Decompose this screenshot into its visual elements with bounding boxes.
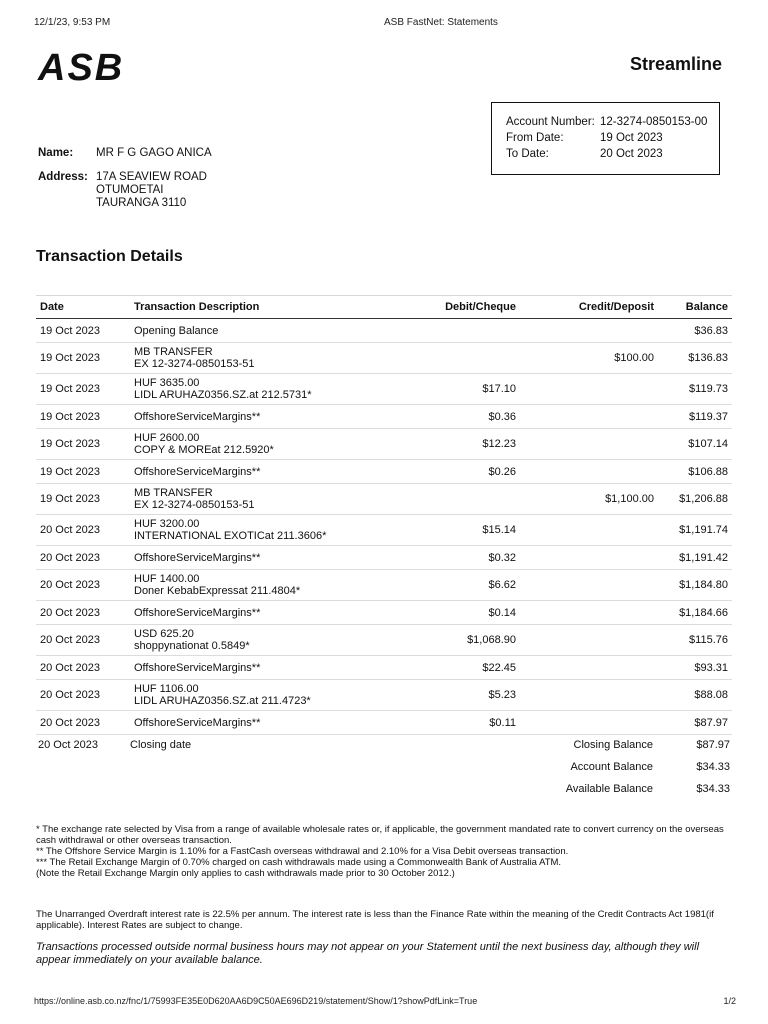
description-line: INTERNATIONAL EXOTICat 211.3606* (134, 530, 327, 542)
cell-balance: $119.73 (658, 374, 732, 405)
section-title: Transaction Details (36, 248, 183, 265)
note-line: *** The Retail Exchange Margin of 0.70% charged on cash withdrawals made using a Commonwealth Bank of Australia ATM. (36, 857, 562, 868)
name-label: Name: (38, 147, 74, 159)
cell-description (130, 625, 410, 656)
description-line: EX 12-3274-0850153-51 (134, 358, 255, 370)
description-line: HUF 3635.00 (134, 377, 200, 389)
business-hours-note: Transactions processed outside normal business hours may not appear on your Statement until the next business day, although they will appear immediately on your available balance. (36, 941, 700, 966)
cell-debit: $0.36 (410, 405, 520, 429)
description-line: OffshoreServiceMargins** (134, 551, 261, 564)
cell-date: 20 Oct 2023 (36, 656, 130, 680)
cell-credit (520, 601, 658, 625)
table-row (36, 343, 732, 374)
account-balance-value: $34.33 (696, 761, 730, 773)
note-line: ** The Offshore Service Margin is 1.10% for a FastCash overseas withdrawal and 2.10% for a Visa Debit overseas transaction. (36, 846, 569, 857)
cell-description (130, 570, 410, 601)
address-label: Address: (38, 171, 88, 183)
table-row (36, 625, 732, 656)
cell-balance: $36.83 (658, 319, 732, 343)
table-row (36, 429, 732, 460)
cell-date: 19 Oct 2023 (36, 319, 130, 343)
cell-date: 20 Oct 2023 (36, 515, 130, 546)
closing-date-label: Closing date (130, 739, 192, 751)
table-row (36, 405, 732, 429)
col-debit: Debit/Cheque (410, 296, 520, 319)
print-datetime: 12/1/23, 9:53 PM (34, 17, 111, 28)
cell-debit (410, 343, 520, 374)
table-row (36, 680, 732, 711)
table-row (36, 601, 732, 625)
cell-credit (520, 319, 658, 343)
cell-debit: $22.45 (410, 656, 520, 680)
from-date-label: From Date: (506, 132, 564, 144)
cell-credit (520, 429, 658, 460)
description-line: OffshoreServiceMargins** (134, 716, 261, 729)
table-row (36, 460, 732, 484)
cell-balance: $136.83 (658, 343, 732, 374)
col-credit: Credit/Deposit (520, 296, 658, 319)
closing-balance-label: Closing Balance (573, 739, 653, 751)
cell-description (130, 405, 410, 429)
available-balance-value: $34.33 (696, 783, 730, 795)
cell-description (130, 374, 410, 405)
account-number-value: 12-3274-0850153-00 (600, 116, 708, 128)
cell-credit (520, 374, 658, 405)
cell-credit (520, 515, 658, 546)
closing-balance-value: $87.97 (696, 739, 730, 751)
to-date-label: To Date: (506, 148, 549, 160)
col-balance: Balance (658, 296, 732, 319)
table-row (36, 656, 732, 680)
col-description: Transaction Description (130, 296, 410, 319)
customer-name: MR F G GAGO ANICA (96, 147, 212, 159)
address-line: TAURANGA 3110 (96, 197, 187, 209)
cell-balance: $1,191.42 (658, 546, 732, 570)
description-line: OffshoreServiceMargins** (134, 465, 261, 478)
cell-balance: $1,206.88 (658, 484, 732, 515)
from-date-value: 19 Oct 2023 (600, 132, 663, 144)
description-line: MB TRANSFER (134, 487, 213, 499)
description-line: shoppynationat 0.5849* (134, 640, 250, 652)
closing-date: 20 Oct 2023 (38, 739, 98, 751)
cell-description (130, 429, 410, 460)
cell-debit: $0.26 (410, 460, 520, 484)
address-line: OTUMOETAI (96, 184, 164, 196)
cell-balance: $1,191.74 (658, 515, 732, 546)
cell-description (130, 656, 410, 680)
cell-credit (520, 680, 658, 711)
description-line: OffshoreServiceMargins** (134, 606, 261, 619)
to-date-value: 20 Oct 2023 (600, 148, 663, 160)
available-balance-label: Available Balance (565, 783, 653, 795)
cell-date: 19 Oct 2023 (36, 374, 130, 405)
cell-balance: $1,184.80 (658, 570, 732, 601)
table-row (36, 570, 732, 601)
note-line: * The exchange rate selected by Visa from a range of available wholesale rates or, if applicable, the government mandated rate to convert currency on the overseas cash withdrawal or other overseas transaction. (36, 824, 724, 846)
cell-date: 20 Oct 2023 (36, 680, 130, 711)
overdraft-note: The Unarranged Overdraft interest rate is 22.5% per annum. The interest rate is less than the Finance Rate within the meaning of the Credit Contracts Act 1981(if applicable). Interest Rates are subject to change. (36, 909, 714, 931)
cell-balance: $107.14 (658, 429, 732, 460)
footer-page-number: 1/2 (723, 996, 736, 1006)
description-line: HUF 3200.00 (134, 518, 200, 530)
cell-debit: $0.14 (410, 601, 520, 625)
description-line: OffshoreServiceMargins** (134, 410, 261, 423)
account-balance-label: Account Balance (570, 761, 653, 773)
cell-credit (520, 656, 658, 680)
cell-debit: $12.23 (410, 429, 520, 460)
cell-date: 19 Oct 2023 (36, 460, 130, 484)
cell-debit: $0.11 (410, 711, 520, 735)
exchange-notes (36, 824, 736, 879)
account-number-label: Account Number: (506, 116, 595, 128)
cell-description (130, 343, 410, 374)
description-line: COPY & MOREat 212.5920* (134, 444, 274, 456)
cell-debit: $0.32 (410, 546, 520, 570)
cell-balance: $106.88 (658, 460, 732, 484)
description-line: HUF 2600.00 (134, 432, 200, 444)
cell-date: 20 Oct 2023 (36, 570, 130, 601)
cell-credit (520, 405, 658, 429)
description-line: Opening Balance (134, 324, 219, 337)
cell-description (130, 601, 410, 625)
cell-description (130, 711, 410, 735)
cell-balance: $119.37 (658, 405, 732, 429)
cell-credit: $100.00 (520, 343, 658, 374)
col-date: Date (36, 296, 130, 319)
cell-description (130, 546, 410, 570)
table-header-row (36, 296, 732, 319)
cell-debit: $5.23 (410, 680, 520, 711)
cell-credit: $1,100.00 (520, 484, 658, 515)
table-row (36, 515, 732, 546)
description-line: LIDL ARUHAZ0356.SZ.at 211.4723* (134, 695, 311, 707)
description-line: LIDL ARUHAZ0356.SZ.at 212.5731* (134, 389, 312, 401)
cell-credit (520, 570, 658, 601)
cell-date: 19 Oct 2023 (36, 484, 130, 515)
cell-description (130, 484, 410, 515)
from-date-row (506, 132, 663, 144)
cell-credit (520, 711, 658, 735)
cell-credit (520, 460, 658, 484)
cell-date: 20 Oct 2023 (36, 601, 130, 625)
footer-url[interactable]: https://online.asb.co.nz/fnc/1/75993FE35E0D620AA6D9C50AE696D219/statement/Show/1?showPdfLink=True (34, 996, 478, 1006)
cell-debit (410, 319, 520, 343)
description-line: HUF 1400.00 (134, 573, 200, 585)
cell-debit: $1,068.90 (410, 625, 520, 656)
logo-text: ASB (38, 47, 125, 89)
cell-balance: $93.31 (658, 656, 732, 680)
description-line: OffshoreServiceMargins** (134, 661, 261, 674)
table-row (36, 711, 732, 735)
cell-debit: $15.14 (410, 515, 520, 546)
cell-balance: $115.76 (658, 625, 732, 656)
cell-description (130, 680, 410, 711)
table-row (36, 319, 732, 343)
to-date-row (506, 148, 663, 160)
cell-debit (410, 484, 520, 515)
table-row (36, 546, 732, 570)
description-line: MB TRANSFER (134, 346, 213, 358)
cell-date: 20 Oct 2023 (36, 625, 130, 656)
address-line: 17A SEAVIEW ROAD (96, 171, 207, 183)
cell-date: 20 Oct 2023 (36, 711, 130, 735)
cell-description (130, 515, 410, 546)
transactions-table (36, 295, 732, 735)
product-name: Streamline (629, 54, 722, 74)
description-line: USD 625.20 (134, 628, 194, 640)
description-line: HUF 1106.00 (134, 683, 199, 695)
table-body (36, 319, 732, 735)
cell-balance: $87.97 (658, 711, 732, 735)
cell-date: 19 Oct 2023 (36, 343, 130, 374)
table-row (36, 374, 732, 405)
table-row (36, 484, 732, 515)
account-info-box (491, 102, 720, 175)
cell-date: 19 Oct 2023 (36, 429, 130, 460)
cell-credit (520, 625, 658, 656)
cell-debit: $17.10 (410, 374, 520, 405)
cell-debit: $6.62 (410, 570, 520, 601)
cell-date: 20 Oct 2023 (36, 546, 130, 570)
cell-credit (520, 546, 658, 570)
asb-logo (36, 44, 236, 124)
cell-balance: $88.08 (658, 680, 732, 711)
note-line: (Note the Retail Exchange Margin only applies to cash withdrawals made prior to 30 October 2012.) (36, 868, 455, 879)
cell-description (130, 460, 410, 484)
cell-date: 19 Oct 2023 (36, 405, 130, 429)
cell-description (130, 319, 410, 343)
account-number-row (506, 116, 707, 128)
customer-address (96, 171, 207, 210)
cell-balance: $1,184.66 (658, 601, 732, 625)
description-line: Doner KebabExpressat 211.4804* (134, 585, 301, 597)
print-page-title: ASB FastNet: Statements (384, 17, 498, 28)
description-line: EX 12-3274-0850153-51 (134, 499, 255, 511)
